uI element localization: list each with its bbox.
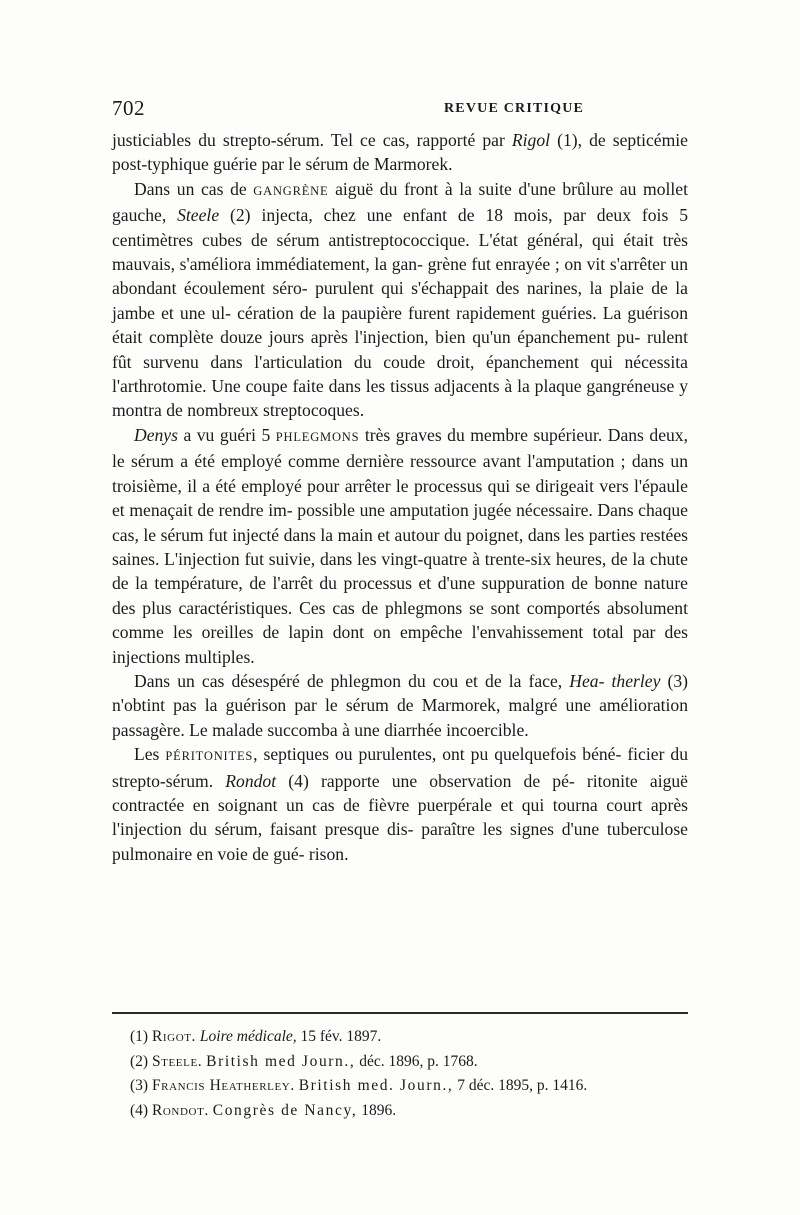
author-name: Hea- therley: [569, 670, 661, 691]
author-name: Steele: [177, 205, 220, 226]
text-run: Dans un cas désespéré de phlegmon du cou et de la face,: [134, 670, 570, 691]
text-run: (1), de septicémie post-typhique guérie par le sérum de Marmorek.: [112, 130, 688, 175]
running-title: REVUE CRITIQUE: [444, 101, 585, 116]
footnote: [130, 1050, 690, 1075]
footnote-details: 15 fév. 1897.: [300, 1028, 382, 1045]
footnote-author: Rigot.: [151, 1028, 197, 1045]
text-run: (3) n'obtint pas la guérison par le sérum de Marmorek, malgré une amélioration passagère. Le malade succomba à une diarrhée incoercible.: [112, 670, 688, 740]
paragraph: [112, 423, 688, 669]
author-name: Rondot: [225, 770, 277, 791]
text-run: (4) rapporte une observation de pé- ritonite aiguë contractée en soignant un cas de fièvre puerpérale et qui tourna court après l'injection du sérum, faisant presque dis- paraître les signes d'une tuberculose pulmonaire en voie de gué- rison.: [112, 770, 688, 864]
paragraph: [112, 128, 688, 177]
author-name: Rigol: [511, 130, 551, 150]
paragraph: [112, 669, 688, 742]
small-caps-term: PHLEGMONS: [275, 429, 360, 444]
footnote-source: British med Journ.,: [206, 1052, 356, 1070]
footnote-details: 7 déc. 1895, p. 1416.: [457, 1077, 588, 1095]
footnote-source: Loire médicale,: [199, 1028, 297, 1045]
text-run: justiciables du strepto-sérum. Tel ce cas, rapporté par: [112, 130, 512, 150]
paragraph: [112, 177, 688, 423]
footnotes: [130, 1025, 690, 1123]
small-caps-term: PÉRITONITES: [165, 749, 254, 764]
footnote: [130, 1025, 690, 1050]
text-run: très graves du membre supérieur. Dans deux, le sérum a été employé comme dernière ressource avant l'amputation ; dans un troisième, il a été employé pour arrêter le processus qui se dirigeait vers l'épaule et menaçait de rendre im- possible une amputation jugée nécessaire. Dans chaque cas, le sérum fut injecté dans la main et autour du poignet, dans les parties restées saines. L'injection fut suivie, dans les vingt-quatre à trente-six heures, de la chute de la température, de l'arrêt du processus et d'une suppuration de bonne nature des plus caractéristiques. Ces cas de phlegmons se sont comportés absolument comme les oreilles de lapin dont on empêche l'envahissement total par des injections multiples.: [112, 424, 688, 667]
footnote-number: (3): [130, 1077, 149, 1095]
page-header: [112, 96, 688, 122]
text-run: Les: [134, 744, 166, 765]
footnote-details: déc. 1896, p. 1768.: [359, 1052, 478, 1070]
page-number: 702: [112, 96, 145, 120]
footnote-number: (1): [130, 1028, 149, 1045]
text-run: aiguë du front à la suite d'une brûlure au mollet gauche,: [112, 178, 688, 226]
footnote-author: Francis Heatherley.: [151, 1077, 295, 1095]
footnote-source: Congrès de Nancy,: [212, 1101, 358, 1119]
text-run: Dans un cas de: [134, 178, 254, 199]
footnote-author: Rondot.: [151, 1101, 209, 1119]
text-run: a vu guéri 5: [177, 424, 276, 445]
paragraph: [112, 742, 688, 866]
footnote: [130, 1099, 690, 1124]
small-caps-term: GANGRÈNE: [253, 183, 329, 198]
footnote-number: (2): [130, 1052, 149, 1070]
footnote-details: 1896.: [361, 1101, 397, 1119]
text-run: (2) injecta, chez une enfant de 18 mois, par deux fois 5 centimètres cubes de sérum antistreptococcique. L'état général, qui était très mauvais, s'améliora immédiatement, la gan- grène fut enrayée ; on vit s'arrêter un abondant écoulement séro- purulent qui s'échappait des narines, la plaie de la jambe et une ul- cération de la paupière furent rapidement guéries. La guérison était complète douze jours après l'injection, bien qu'un épanchement pu- rulent fût survenu dans l'articulation du coude droit, épanchement qui nécessita l'arthrotomie. Une coupe faite dans les tissus adjacents à la plaque gangréneuse y montra de nombreux streptocoques.: [112, 205, 688, 421]
footnote-divider: [112, 1012, 688, 1014]
text-run: , septiques ou purulentes, ont pu quelquefois béné- ficier du strepto-sérum.: [112, 744, 688, 791]
author-name: Denys: [134, 424, 178, 445]
body-text: [112, 128, 688, 866]
footnote-author: Steele.: [151, 1052, 203, 1070]
footnote: [130, 1074, 690, 1099]
footnote-source: British med. Journ.,: [298, 1077, 454, 1095]
footnote-number: (4): [130, 1101, 149, 1119]
